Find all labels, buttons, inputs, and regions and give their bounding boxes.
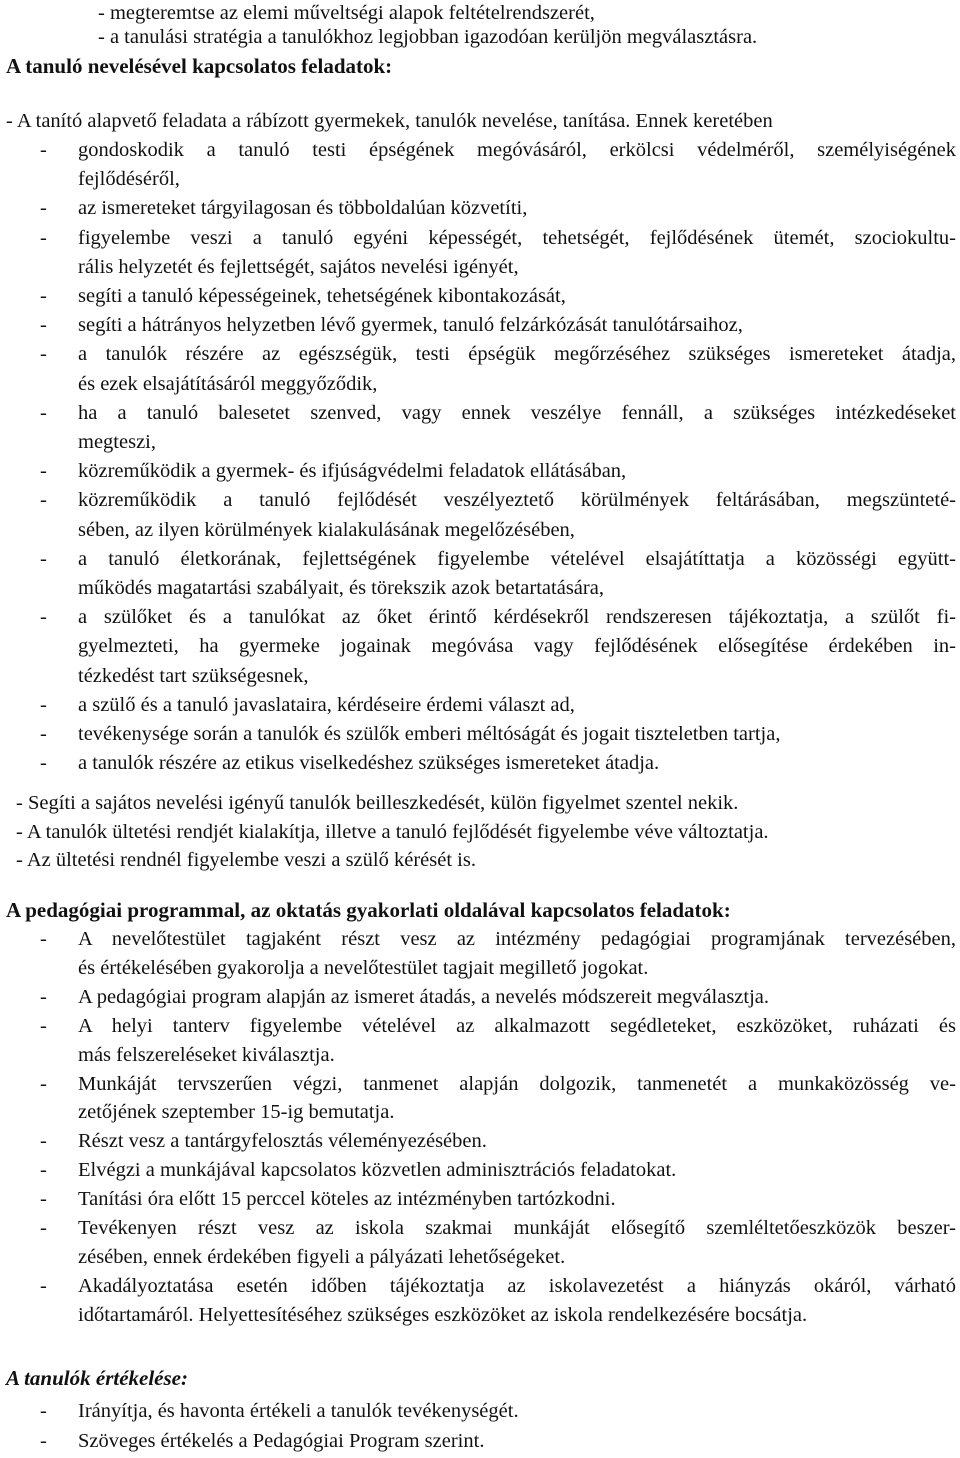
list-item-line: A pedagógiai program alapján az ismeret átadás, a nevelés módszereit megválasztja. xyxy=(78,985,770,1008)
list-bullet: - xyxy=(40,460,47,483)
list-item-line: közreműködik a gyermek- és ifjúságvédelmi feladatok ellátásában, xyxy=(78,460,627,483)
list-item-line: sében, az ilyen körülmények kialakulásának megelőzésében, xyxy=(78,518,575,541)
list-bullet: - xyxy=(40,1430,47,1452)
list-item-line: az ismereteket tárgyilagosan és többoldalúan közvetíti, xyxy=(78,197,528,220)
list-item-line: tevékenysége során a tanulók és szülők emberi méltóságát és jogait tiszteletben tartja, xyxy=(78,723,781,745)
list-item-line: megteszi, xyxy=(78,431,156,453)
list-item-line: és ezek elsajátításáról meggyőződik, xyxy=(78,372,378,395)
list-item-line: a tanulók részére az egészségük, testi épségük megőrzéséhez szükséges ismereteket átadja, xyxy=(78,343,956,366)
list-item-line: Elvégzi a munkájával kapcsolatos közvetlen adminisztrációs feladatokat. xyxy=(78,1159,677,1182)
list-item-line: Tevékenyen részt vesz az iskola szakmai munkáját elősegítő szemléltetőeszközök beszer- xyxy=(78,1217,956,1239)
list-item-line: a tanuló életkorának, fejlettségének figyelembe vételével elsajátíttatja a közösségi együtt- xyxy=(78,547,956,570)
list-item-line: a szülő és a tanuló javaslataira, kérdéseire érdemi választ ad, xyxy=(78,693,575,716)
list-item-line: más felszereléseket kiválasztja. xyxy=(78,1043,335,1066)
list-item-line: gondoskodik a tanuló testi épségének megóvásáról, erkölcsi védelméről, személyiségének xyxy=(78,139,956,161)
list-item-line: gyelmezteti, ha gyermeke jogainak megóvása vagy fejlődésének elősegítése érdekében in- xyxy=(78,635,956,658)
list-bullet: - xyxy=(40,226,47,249)
list-bullet: - xyxy=(40,343,47,366)
list-bullet: - xyxy=(40,1072,47,1095)
list-item-line: fejlődéséről, xyxy=(78,168,180,191)
list-item-line: Akadályoztatása esetén időben tájékoztatja az iskolavezetést a hiányzás okáról, várható xyxy=(78,1274,956,1297)
trailing-line: - Segíti a sajátos nevelési igényű tanulók beilleszkedését, külön figyelmet szentel nekik. xyxy=(16,792,739,814)
list-bullet: - xyxy=(40,606,47,629)
list-bullet: - xyxy=(40,928,47,950)
list-item-line: tézkedést tart szükségesnek, xyxy=(78,664,309,687)
list-bullet: - xyxy=(40,723,47,745)
intro-line: - megteremtse az elemi műveltségi alapok feltételrendszerét, xyxy=(98,2,595,24)
list-bullet: - xyxy=(40,1159,47,1182)
list-item-line: A helyi tanterv figyelembe vételével az alkalmazott segédleteket, eszközöket, ruházati és xyxy=(78,1014,956,1037)
list-item-line: figyelembe veszi a tanuló egyéni képességét, tehetségét, fejlődésének ütemét, szociokultu- xyxy=(78,226,956,249)
list-item-line: Munkáját tervszerűen végzi, tanmenet alapján dolgozik, tanmenetét a munkaközösség ve- xyxy=(78,1072,956,1095)
list-bullet: - xyxy=(40,1188,47,1211)
list-item-line: zésében, ennek érdekében figyeli a pályázati lehetőségeket. xyxy=(78,1245,566,1268)
section-lead: - A tanító alapvető feladata a rábízott gyermekek, tanulók nevelése, tanítása. Ennek keretében xyxy=(6,110,773,132)
list-bullet: - xyxy=(40,1014,47,1037)
list-bullet: - xyxy=(40,1217,47,1239)
list-item-line: Részt vesz a tantárgyfelosztás véleményezésében. xyxy=(78,1130,487,1153)
list-item-line: Szöveges értékelés a Pedagógiai Program szerint. xyxy=(78,1430,485,1452)
list-item-line: rális helyzetét és fejlettségét, sajátos nevelési igényét, xyxy=(78,255,519,278)
section-heading-nevelés: A tanuló nevelésével kapcsolatos feladatok: xyxy=(6,54,393,78)
list-item-line: zetőjének szeptember 15-ig bemutatja. xyxy=(78,1101,395,1124)
trailing-line: - A tanulók ültetési rendjét kialakítja, illetve a tanuló fejlődését figyelembe véve változtatja. xyxy=(16,820,769,843)
list-bullet: - xyxy=(40,1274,47,1297)
list-bullet: - xyxy=(40,401,47,424)
trailing-line: - Az ültetési rendnél figyelembe veszi a szülő kérését is. xyxy=(16,849,476,871)
list-item-line: ha a tanuló balesetet szenved, vagy ennek veszélye fennáll, a szükséges intézkedéseket xyxy=(78,401,956,424)
list-item-line: a tanulók részére az etikus viselkedéshez szükséges ismereteket átadja. xyxy=(78,752,660,775)
list-bullet: - xyxy=(40,1130,47,1153)
list-bullet: - xyxy=(40,752,47,775)
list-bullet: - xyxy=(40,285,47,307)
list-bullet: - xyxy=(40,1400,47,1422)
list-item-line: közreműködik a tanuló fejlődését veszélyeztető körülmények feltárásában, megszünteté- xyxy=(78,489,956,512)
list-item-line: a szülőket és a tanulókat az őket érintő kérdésekről rendszeresen tájékoztatja, a szülőt fi- xyxy=(78,606,956,629)
list-item-line: Tanítási óra előtt 15 perccel köteles az intézményben tartózkodni. xyxy=(78,1188,616,1211)
list-bullet: - xyxy=(40,985,47,1008)
list-item-line: Irányítja, és havonta értékeli a tanulók tevékenységét. xyxy=(78,1400,519,1422)
section-heading-pedagogiai-program: A pedagógiai programmal, az oktatás gyakorlati oldalával kapcsolatos feladatok: xyxy=(6,898,731,922)
list-bullet: - xyxy=(40,489,47,512)
list-item-line: és értékelésében gyakorolja a nevelőtestület tagjait megillető jogokat. xyxy=(78,956,649,979)
section-heading-ertekeles: A tanulók értékelése: xyxy=(6,1366,188,1390)
list-item-line: időtartamáról. Helyettesítéséhez szükséges eszközöket az iskola rendelkezésére bocsátja. xyxy=(78,1303,808,1326)
list-bullet: - xyxy=(40,314,47,337)
list-item-line: működés magatartási szabályait, és törekszik azok betartatására, xyxy=(78,577,604,599)
list-item-line: A nevelőtestület tagjaként részt vesz az intézmény pedagógiai programjának tervezésében, xyxy=(78,928,956,950)
list-bullet: - xyxy=(40,197,47,220)
list-bullet: - xyxy=(40,139,47,161)
list-bullet: - xyxy=(40,547,47,570)
list-item-line: segíti a hátrányos helyzetben lévő gyermek, tanuló felzárkózását tanulótársaihoz, xyxy=(78,314,743,337)
list-bullet: - xyxy=(40,693,47,716)
list-item-line: segíti a tanuló képességeinek, tehetségének kibontakozását, xyxy=(78,285,566,307)
intro-line: - a tanulási stratégia a tanulókhoz legjobban igazodóan kerüljön megválasztásra. xyxy=(98,26,758,48)
